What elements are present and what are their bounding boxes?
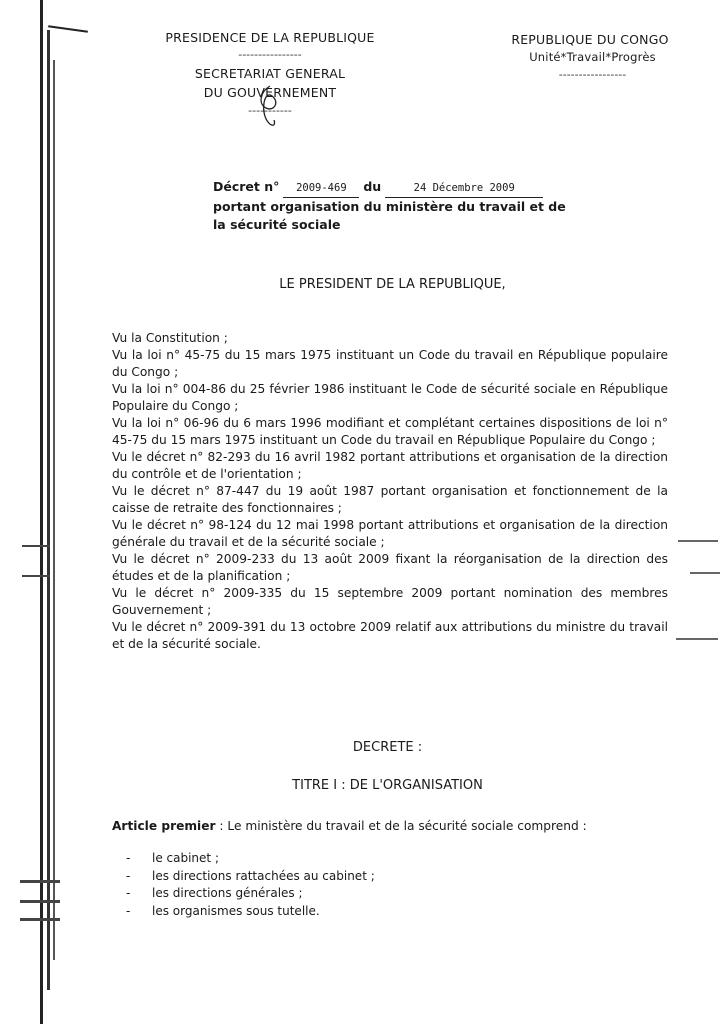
organisation-list [126, 850, 375, 920]
decrete-heading: DECRETE : [352, 740, 423, 755]
visa-item: Vu le décret n° 2009-335 du 15 septembre 2009 portant nomination des membres Gouvernement ; [112, 586, 668, 617]
header-republique: REPUBLIQUE DU CONGO [511, 32, 669, 47]
president-heading: LE PRESIDENT DE LA REPUBLIQUE, [279, 277, 506, 292]
titre-heading: TITRE I : DE L'ORGANISATION [292, 778, 483, 793]
article-premier [112, 818, 668, 835]
visa-item: Vu la Constitution ; [112, 331, 228, 345]
visa-item: Vu le décret n° 87-447 du 19 août 1987 portant organisation et fonctionnement de la caisse de retraite des fonctionnaires ; [112, 484, 668, 515]
header-devise: Unité*Travail*Progrès [529, 50, 656, 64]
list-item: - les organismes sous tutelle. [126, 903, 375, 921]
scan-mark [20, 918, 60, 921]
header-secretariat: SECRETARIAT GENERAL [194, 66, 346, 81]
scan-mark [22, 545, 50, 547]
list-item: - le cabinet ; [126, 850, 375, 868]
header-right-dashes: ----------------- [558, 68, 627, 81]
list-item: - les directions générales ; [126, 885, 375, 903]
bullet-dash: - [126, 868, 131, 883]
list-item: - les directions rattachées au cabinet ; [126, 868, 375, 886]
visa-item: Vu le décret n° 82-293 du 16 avril 1982 portant attributions et organisation de la direction du contrôle et de l'orientation ; [112, 450, 668, 481]
article-text: : Le ministère du travail et de la sécurité sociale comprend : [215, 819, 587, 833]
visas-block [112, 330, 668, 653]
visa-item: Vu le décret n° 2009-233 du 13 août 2009 fixant la réorganisation de la direction des études et de la planification ; [112, 552, 668, 583]
decree-du: du [363, 179, 382, 194]
scan-mark [20, 900, 60, 903]
scan-mark [678, 540, 718, 542]
scan-mark [22, 575, 50, 577]
header-presidence: PRESIDENCE DE LA REPUBLIQUE [165, 30, 375, 45]
visa-item: Vu le décret n° 98-124 du 12 mai 1998 portant attributions et organisation de la direction générale du travail et de la sécurité sociale ; [112, 518, 668, 549]
decree-subtitle-line2: la sécurité sociale [213, 217, 341, 232]
bullet-dash: - [126, 886, 131, 900]
bullet-dash: - [126, 851, 131, 865]
scan-mark [676, 638, 718, 640]
binding-edge [40, 0, 58, 1024]
binding-line [53, 60, 55, 960]
visa-item: Vu la loi n° 45-75 du 15 mars 1975 instituant un Code du travail en République populaire du Congo ; [112, 348, 668, 379]
binding-line [40, 0, 43, 1024]
header-gouvernement: DU GOUVERNEMENT [203, 85, 337, 100]
decree-reference [213, 178, 566, 234]
decree-number: 2009-469 [283, 179, 359, 198]
visa-item: Vu le décret n° 2009-391 du 13 octobre 2009 relatif aux attributions du ministre du travail et de la sécurité sociale. [112, 620, 668, 651]
scan-mark [690, 572, 720, 574]
decree-subtitle-line1: portant organisation du ministère du travail et de [213, 199, 566, 214]
header-left-dashes-2: ----------- [248, 104, 292, 117]
decree-prefix: Décret n° [213, 179, 280, 194]
handwritten-signature [250, 82, 290, 132]
binding-line [47, 30, 50, 990]
visa-item: Vu la loi n° 004-86 du 25 février 1986 instituant le Code de sécurité sociale en République Populaire du Congo ; [112, 382, 668, 413]
article-label: Article premier [112, 819, 216, 833]
decree-date: 24 Décembre 2009 [385, 179, 543, 198]
header-left-dashes: ---------------- [238, 48, 302, 61]
scan-mark [20, 880, 60, 883]
bullet-dash: - [126, 903, 131, 918]
visa-item: Vu la loi n° 06-96 du 6 mars 1996 modifiant et complétant certaines dispositions de loi n° 45-75 du 15 mars 1975 instituant un Code du travail en République Populaire du Congo ; [112, 416, 668, 447]
